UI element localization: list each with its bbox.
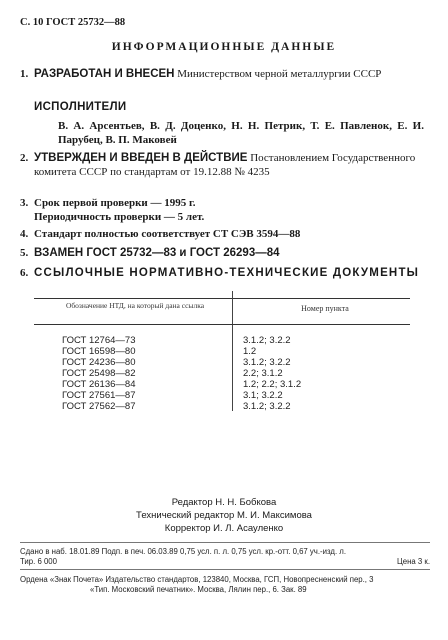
item-number: 2. xyxy=(20,152,29,164)
imprint-line-3: Ордена «Знак Почета» Издательство стандартов, 123840, Москва, ГСП, Новопресненский пер., 3 xyxy=(20,575,374,584)
item-lead: УТВЕРЖДЕН И ВВЕДЕН В ДЕЙСТВИЕ xyxy=(34,152,248,164)
table-cell-clause: 3.1.2; 3.2.2 xyxy=(243,357,291,368)
proofreader-credit: Корректор И. Л. Асауленко xyxy=(164,523,284,534)
tech-editor-credit: Технический редактор М. И. Максимова xyxy=(136,510,312,521)
editor-credit: Редактор Н. Н. Бобкова xyxy=(171,497,277,508)
table-column-divider xyxy=(232,291,233,411)
item-text: ССЫЛОЧНЫЕ НОРМАТИВНО-ТЕХНИЧЕСКИЕ ДОКУМЕНТЫ xyxy=(34,267,420,279)
info-item-5 xyxy=(20,246,422,260)
item-number: 6. xyxy=(20,267,29,279)
table-cell-document: ГОСТ 26136—84 xyxy=(62,379,136,390)
print-run: Тир. 6 000 xyxy=(20,557,57,566)
item-lead: РАЗРАБОТАН И ВНЕСЕН xyxy=(34,68,175,80)
page-header: С. 10 ГОСТ 25732—88 xyxy=(20,17,126,28)
table-cell-document: ГОСТ 25498—82 xyxy=(62,368,136,379)
table-header-rule xyxy=(34,324,410,325)
item-number: 1. xyxy=(20,68,29,80)
table-cell-clause: 3.1; 3.2.2 xyxy=(243,390,283,401)
item-text: Постановлением Государственного комитета СССР по стандартам от 19.12.88 № 4235 xyxy=(34,152,416,178)
table-cell-document: ГОСТ 12764—73 xyxy=(62,335,136,346)
imprint-line-4: «Тип. Московский печатник». Москва, Лялин пер., 6. Зак. 89 xyxy=(90,585,307,594)
table-header-document: Обозначение НТД, на который дана ссылка xyxy=(65,301,205,310)
item-number: 4. xyxy=(20,228,29,240)
table-cell-clause: 3.1.2; 3.2.2 xyxy=(243,335,291,346)
table-cell-document: ГОСТ 16598—80 xyxy=(62,346,136,357)
imprint-rule xyxy=(20,542,430,543)
executors-list: В. А. Арсентьев, В. Д. Доценко, Н. Н. Петрик, Т. Е. Павленок, Е. И. Парубец, В. П. Маковей xyxy=(58,120,424,146)
info-item-3 xyxy=(20,196,422,224)
table-cell-clause: 1.2 xyxy=(243,346,257,357)
table-cell-document: ГОСТ 27561—87 xyxy=(62,390,136,401)
item-text: Министерством черной металлургии СССР xyxy=(174,68,382,80)
table-cell-clause: 3.1.2; 3.2.2 xyxy=(243,401,291,412)
item-number: 3. xyxy=(20,197,29,209)
item-text: Стандарт полностью соответствует СТ СЭВ 3594—88 xyxy=(34,228,301,240)
imprint-line-1: Сдано в наб. 18.01.89 Подп. в печ. 06.03.89 0,75 усл. п. л. 0,75 усл. кр.-отт. 0,67 уч.-изд. л. xyxy=(20,547,346,556)
info-item-2 xyxy=(20,151,422,179)
executors-heading: ИСПОЛНИТЕЛИ xyxy=(34,101,127,113)
table-top-rule xyxy=(34,298,410,299)
info-item-6 xyxy=(20,266,422,280)
table-cell-document: ГОСТ 27562—87 xyxy=(62,401,136,412)
item-line: Срок первой проверки — 1995 г. xyxy=(34,197,196,209)
table-cell-document: ГОСТ 24236—80 xyxy=(62,357,136,368)
imprint-line-2 xyxy=(20,557,430,567)
info-item-1 xyxy=(20,67,422,81)
table-header-clause: Номер пункта xyxy=(301,304,349,313)
imprint-rule-2 xyxy=(20,569,430,570)
item-text: ВЗАМЕН ГОСТ 25732—83 и ГОСТ 26293—84 xyxy=(34,247,280,259)
table-cell-clause: 1.2; 2.2; 3.1.2 xyxy=(243,379,302,390)
info-item-4 xyxy=(20,227,422,241)
page-title: ИНФОРМАЦИОННЫЕ ДАННЫЕ xyxy=(111,41,337,53)
table-cell-clause: 2.2; 3.1.2 xyxy=(243,368,283,379)
item-line: Периодичность проверки — 5 лет. xyxy=(34,211,205,223)
price: Цена 3 к. xyxy=(397,557,430,566)
item-number: 5. xyxy=(20,247,29,259)
